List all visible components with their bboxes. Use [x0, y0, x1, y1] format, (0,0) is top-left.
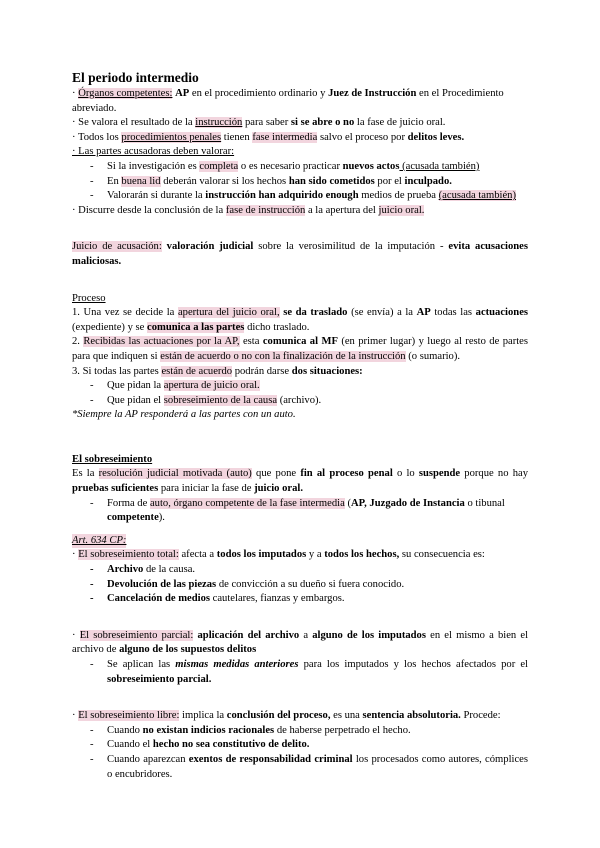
list-item: - Que pidan el sobreseimiento de la causa (archivo). — [90, 394, 322, 406]
list-item: - Cuando aparezcan exentos de responsabilidad criminal los procesados como autores, cómplices o encubridores. — [90, 753, 528, 780]
list-item: - En buena lid deberán valorar si los hechos han sido cometidos por el inculpado. — [90, 175, 452, 187]
list-item: - Cancelación de medios cautelares, fianzas y embargos. — [90, 593, 345, 605]
list-item: - Cuando no existan indicios racionales de haberse perpetrado el hecho. — [90, 724, 411, 736]
list-item: - Archivo de la causa. — [90, 564, 196, 576]
document-page — [72, 70, 528, 782]
todos-paragraph: · Todos los procedimientos penales tienen fase intermedia salvo el proceso por delitos leves. — [72, 131, 465, 143]
list-item: - Valorarán si durante la instrucción han adquirido enough medios de prueba (acusada también) — [90, 190, 517, 202]
organos-paragraph: · Órganos competentes: AP en el procedimiento ordinario y Juez de Instrucción en el Procedimiento abreviado. — [72, 88, 504, 114]
sobreseimiento-libre: · El sobreseimiento libre: implica la conclusión del proceso, es una sentencia absolutoria. Procede: — [72, 710, 501, 722]
list-item: - Que pidan la apertura de juicio oral. — [90, 380, 260, 392]
discurre-paragraph: · Discurre desde la conclusión de la fase de instrucción a la apertura del juicio oral. — [72, 204, 425, 216]
list-item: - Cuando el hecho no sea constitutivo de delito. — [90, 739, 310, 751]
partes-label: · Las partes acusadoras deben valorar: — [72, 146, 235, 158]
sobreseimiento-parcial: · El sobreseimiento parcial: aplicación del archivo a alguno de los imputados en el mismo a bien el archivo de alguno de los supuestos delitos — [72, 629, 529, 656]
proceso-step-2: 2. Recibidas las actuaciones por la AP, esta comunica al MF (en primer lugar) y luego al resto de partes para que indiquen si están de acuerdo o no con la finalización de la instrucción (o sumario). — [72, 336, 528, 362]
article-reference: Art. 634 CP: — [72, 534, 126, 549]
sobreseimiento-definition: Es la resolución judicial motivada (auto) que pone fin al proceso penal o lo suspende porque no hay pruebas suficientes para iniciar la fase de juicio oral. — [72, 468, 528, 495]
page-title: El periodo intermedio — [72, 70, 199, 85]
proceso-note: *Siempre la AP responderá a las partes con un auto. — [72, 409, 296, 421]
list-item: - Forma de auto, órgano competente de la fase intermedia (AP, Juzgado de Instancia o tibunal competente). — [90, 497, 505, 524]
proceso-step-3: 3. Si todas las partes están de acuerdo podrán darse dos situaciones: — [72, 365, 363, 377]
list-item: - Devolución de las piezas de convicción a su dueño si fuera conocido. — [90, 578, 405, 590]
sobreseimiento-heading: El sobreseimiento — [72, 453, 153, 465]
valora-paragraph: · Se valora el resultado de la instrucción para saber si se abre o no la fase de juicio oral. — [72, 117, 446, 129]
proceso-step-1: 1. Una vez se decide la apertura del juicio oral, se da traslado (se envía) a la AP todas las actuaciones (expediente) y se comunica a las partes dicho traslado. — [72, 307, 529, 333]
proceso-heading: Proceso — [72, 292, 106, 304]
sobreseimiento-total: · El sobreseimiento total: afecta a todos los imputados y a todos los hechos, su consecuencia es: — [72, 549, 485, 561]
organos-label: Órganos competentes: — [78, 88, 173, 99]
list-item: - Se aplican las mismas medidas anteriores para los imputados y los hechos afectados por el sobreseimiento parcial. — [90, 659, 528, 685]
juicio-paragraph: Juicio de acusación: valoración judicial sobre la verosimilitud de la imputación - evita acusaciones maliciosas. — [72, 241, 528, 267]
list-item: - Si la investigación es completa o es necesario practicar nuevos actos (acusada también) — [90, 160, 480, 172]
